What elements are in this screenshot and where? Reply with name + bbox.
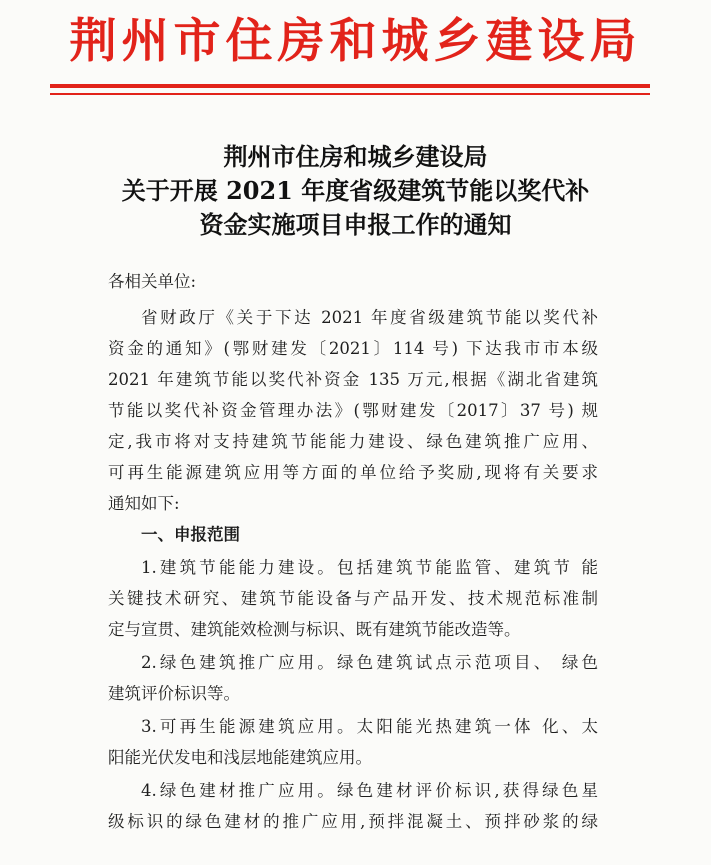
- item2-line-2: 建筑评价标识等。: [108, 684, 240, 703]
- section-heading-scope: 一、申报范围: [141, 525, 240, 544]
- item4-line-1: 4.绿色建材推广应用。绿色建材评价标识,获得绿色星: [141, 781, 598, 800]
- intro-line-2: 资金的通知》(鄂财建发〔2021〕114 号) 下达我市市本级: [108, 339, 598, 358]
- intro-line-3: 2021 年建筑节能以奖代补资金 135 万元,根据《湖北省建筑: [108, 370, 598, 389]
- intro-line-4: 节能以奖代补资金管理办法》(鄂财建发〔2017〕37 号) 规: [108, 401, 598, 420]
- letterhead-rule-thick: [50, 84, 650, 88]
- item3-line-2: 阳能光伏发电和浅层地能建筑应用。: [108, 748, 372, 767]
- intro-line-5: 定,我市将对支持建筑节能能力建设、绿色建筑推广应用、: [108, 432, 598, 451]
- item4-line-2: 级标识的绿色建材的推广应用,预拌混凝土、预拌砂浆的绿: [108, 812, 598, 831]
- item3-line-1: 3.可再生能源建筑应用。太阳能光热建筑一体 化、太: [141, 717, 598, 736]
- item2-line-1: 2.绿色建筑推广应用。绿色建筑试点示范项目、 绿色: [141, 653, 598, 672]
- document-title-line-2: 关于开展 2021 年度省级建筑节能以奖代补: [121, 176, 590, 205]
- item1-line-2: 关键技术研究、建筑节能设备与产品开发、技术规范标准制: [108, 589, 598, 608]
- document-title-line-3: 资金实施项目申报工作的通知: [199, 210, 512, 239]
- item1-line-1: 1.建筑节能能力建设。包括建筑节能监管、建筑节 能: [141, 558, 598, 577]
- intro-line-1: 省财政厅《关于下达 2021 年度省级建筑节能以奖代补: [141, 308, 598, 327]
- intro-line-7: 通知如下:: [108, 494, 180, 513]
- salutation: 各相关单位:: [108, 272, 197, 291]
- intro-line-6: 可再生能源建筑应用等方面的单位给予奖励,现将有关要求: [108, 463, 598, 482]
- letterhead-rule-thin: [50, 93, 650, 95]
- document-title-line-1: 荆州市住房和城乡建设局: [223, 142, 488, 171]
- item1-line-3: 定与宣贯、建筑能效检测与标识、既有建筑节能改造等。: [108, 620, 521, 639]
- letterhead-org-name: 荆州市住房和城乡建设局: [69, 14, 642, 69]
